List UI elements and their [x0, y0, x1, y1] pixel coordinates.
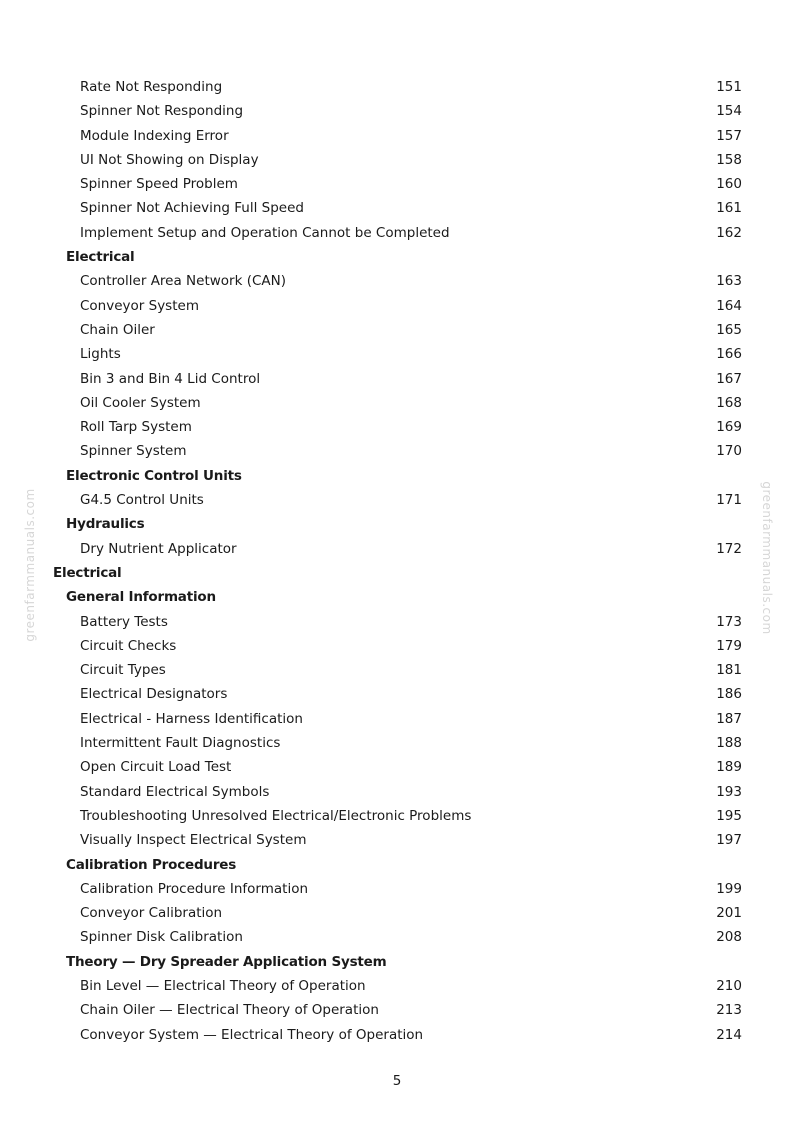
toc-entry-title: Electrical Designators — [80, 686, 228, 703]
toc-entry-page: 165 — [716, 321, 742, 338]
toc-section-heading — [0, 950, 794, 974]
toc-entry[interactable] — [0, 148, 794, 172]
toc-entry-page: 193 — [716, 783, 742, 800]
toc-entry-title: Conveyor Calibration — [80, 905, 223, 922]
toc-entry-title: Electrical — [53, 564, 122, 581]
toc-entry-title: Electronic Control Units — [66, 467, 242, 484]
toc-entry[interactable] — [0, 804, 794, 828]
toc-entry-page: 179 — [716, 637, 742, 654]
table-of-contents — [0, 75, 794, 1047]
toc-entry-title: Bin 3 and Bin 4 Lid Control — [80, 370, 261, 387]
toc-entry-title: Circuit Types — [80, 662, 166, 679]
toc-entry[interactable] — [0, 1023, 794, 1047]
toc-entry[interactable] — [0, 99, 794, 123]
toc-entry[interactable] — [0, 124, 794, 148]
toc-entry-page: 172 — [716, 540, 742, 557]
toc-entry[interactable] — [0, 901, 794, 925]
toc-entry-title: Bin Level — Electrical Theory of Operation — [80, 977, 366, 994]
toc-section-heading — [0, 853, 794, 877]
toc-entry-title: Spinner Speed Problem — [80, 176, 238, 193]
toc-entry-page: 151 — [716, 79, 742, 95]
toc-section-heading — [0, 585, 794, 609]
toc-entry-title: Open Circuit Load Test — [80, 759, 232, 776]
toc-entry-title: Calibration Procedure Information — [80, 880, 309, 897]
toc-entry-page: 214 — [716, 1026, 742, 1043]
toc-entry-title: Implement Setup and Operation Cannot be Completed — [80, 224, 450, 241]
toc-entry[interactable] — [0, 415, 794, 439]
toc-entry[interactable] — [0, 658, 794, 682]
toc-entry-page: 168 — [716, 394, 742, 411]
toc-entry[interactable] — [0, 755, 794, 779]
toc-entry[interactable] — [0, 318, 794, 342]
toc-entry-page: 154 — [716, 103, 742, 120]
watermark-left: greenfarmmanuals.com — [23, 488, 37, 642]
toc-entry[interactable] — [0, 780, 794, 804]
toc-entry[interactable] — [0, 269, 794, 293]
toc-entry[interactable] — [0, 75, 794, 99]
toc-entry-page: 173 — [716, 613, 742, 630]
toc-entry-page: 158 — [716, 151, 742, 168]
toc-entry[interactable] — [0, 998, 794, 1022]
toc-entry-page: 199 — [716, 880, 742, 897]
toc-entry[interactable] — [0, 172, 794, 196]
toc-entry-title: Lights — [80, 346, 121, 363]
toc-section-heading — [0, 512, 794, 536]
toc-entry-page: 188 — [716, 735, 742, 752]
toc-entry-page: 157 — [716, 127, 742, 144]
toc-entry-page: 201 — [716, 905, 742, 922]
toc-entry-page: 210 — [716, 977, 742, 994]
toc-entry-title: General Information — [66, 589, 216, 606]
toc-entry-page: 208 — [716, 929, 742, 946]
toc-entry-page: 163 — [716, 273, 742, 290]
toc-entry[interactable] — [0, 731, 794, 755]
toc-entry[interactable] — [0, 707, 794, 731]
toc-entry-page: 162 — [716, 224, 742, 241]
toc-entry[interactable] — [0, 828, 794, 852]
toc-section-heading — [0, 464, 794, 488]
toc-entry[interactable] — [0, 610, 794, 634]
toc-entry-title: Circuit Checks — [80, 637, 177, 654]
toc-entry[interactable] — [0, 221, 794, 245]
toc-entry-title: Rate Not Responding — [80, 79, 223, 95]
toc-entry-page: 160 — [716, 176, 742, 193]
toc-entry-title: UI Not Showing on Display — [80, 151, 259, 168]
toc-entry-page: 167 — [716, 370, 742, 387]
toc-entry-title: Hydraulics — [66, 516, 145, 533]
toc-entry[interactable] — [0, 634, 794, 658]
toc-section-heading — [0, 561, 794, 585]
watermark-right: greenfarmmanuals.com — [760, 481, 774, 635]
toc-entry-title: Roll Tarp System — [80, 419, 192, 436]
toc-entry-page: 169 — [716, 419, 742, 436]
toc-entry-title: Spinner Not Achieving Full Speed — [80, 200, 304, 217]
toc-entry[interactable] — [0, 391, 794, 415]
toc-entry[interactable] — [0, 682, 794, 706]
toc-entry-page: 197 — [716, 832, 742, 849]
toc-entry[interactable] — [0, 877, 794, 901]
toc-entry-page: 195 — [716, 807, 742, 824]
toc-entry-page: 186 — [716, 686, 742, 703]
toc-entry-title: Electrical - Harness Identification — [80, 710, 303, 727]
toc-entry-page: 189 — [716, 759, 742, 776]
toc-entry-title: Battery Tests — [80, 613, 168, 630]
toc-entry-title: Theory — Dry Spreader Application System — [66, 953, 387, 970]
toc-entry-page: 161 — [716, 200, 742, 217]
toc-entry-title: Oil Cooler System — [80, 394, 201, 411]
toc-entry[interactable] — [0, 294, 794, 318]
toc-entry-title: Chain Oiler — Electrical Theory of Operation — [80, 1002, 379, 1019]
toc-section-heading — [0, 245, 794, 269]
toc-entry-title: Dry Nutrient Applicator — [80, 540, 237, 557]
toc-entry[interactable] — [0, 537, 794, 561]
toc-entry[interactable] — [0, 925, 794, 949]
toc-entry-page: 187 — [716, 710, 742, 727]
toc-entry-title: G4.5 Control Units — [80, 492, 204, 509]
toc-entry-title: Module Indexing Error — [80, 127, 229, 144]
toc-entry[interactable] — [0, 488, 794, 512]
toc-entry-page: 166 — [716, 346, 742, 363]
toc-entry-page: 181 — [716, 662, 742, 679]
page-number: 5 — [392, 1073, 402, 1089]
toc-entry[interactable] — [0, 439, 794, 463]
toc-entry-page: 170 — [716, 443, 742, 460]
toc-entry-title: Calibration Procedures — [66, 856, 237, 873]
toc-entry[interactable] — [0, 196, 794, 220]
toc-entry-title: Intermittent Fault Diagnostics — [80, 735, 281, 752]
toc-entry-title: Conveyor System — Electrical Theory of Operation — [80, 1026, 424, 1043]
toc-entry[interactable] — [0, 367, 794, 391]
toc-entry-title: Controller Area Network (CAN) — [80, 273, 287, 290]
toc-entry-page: 171 — [716, 492, 742, 509]
toc-entry-title: Standard Electrical Symbols — [80, 783, 270, 800]
toc-entry-title: Visually Inspect Electrical System — [80, 832, 307, 849]
toc-entry-page: 164 — [716, 297, 742, 314]
toc-entry-title: Troubleshooting Unresolved Electrical/Electronic Problems — [80, 807, 472, 824]
toc-entry-title: Spinner Not Responding — [80, 103, 244, 120]
toc-entry-title: Spinner System — [80, 443, 187, 460]
toc-entry-title: Chain Oiler — [80, 321, 155, 338]
toc-entry-title: Spinner Disk Calibration — [80, 929, 243, 946]
toc-entry-title: Electrical — [66, 249, 135, 266]
toc-entry-page: 213 — [716, 1002, 742, 1019]
toc-entry[interactable] — [0, 974, 794, 998]
toc-entry-title: Conveyor System — [80, 297, 199, 314]
toc-entry[interactable] — [0, 342, 794, 366]
